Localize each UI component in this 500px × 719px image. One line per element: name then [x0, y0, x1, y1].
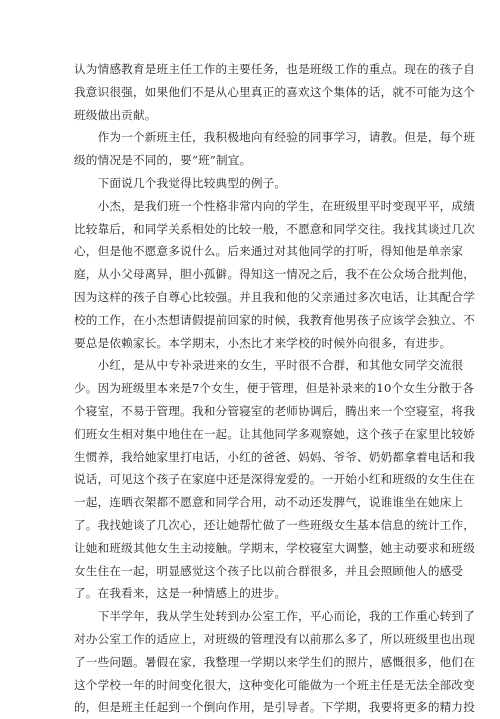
text-line: 小杰，是我们班一个性格非常内向的学生，在班级里平时变现平平，成绩 — [74, 198, 475, 213]
text-line: 对办公室工作的适应上，对班级的管理没有以前那么多了，所以班级里也出现 — [74, 631, 475, 646]
text-line: 认为情感教育是班主任工作的主要任务，也是班级工作的重点。现在的孩子自 — [74, 62, 475, 76]
text-line: 这个学校一年的时间变化很大，这种变化可能做为一个班主任是无法全部改变 — [74, 677, 475, 692]
text-line: 们班女生相对集中地住在一起。让其他同学多观察她，这个孩子在家里比较娇 — [74, 426, 475, 441]
text-line: 要总是依赖家长。本学期末，小杰比才来学校的时候外向很多，有进步。 — [74, 335, 452, 350]
text-line: 下面说几个我觉得比较典型的例子。 — [74, 175, 287, 190]
text-line: 少。因为班级里本来是7个女生，便于管理，但是补录来的10个女生分散于各 — [74, 381, 475, 396]
text-line: 说话，可见这个孩子在家庭中还是深得宠爱的。一开始小红和班级的女生住在 — [74, 472, 475, 487]
text-line: 班级做出贡献。 — [74, 107, 157, 122]
text-line: 作为一个新班主任，我积极地向有经验的同事学习，请教。但是，每个班 — [74, 130, 475, 145]
text-line: 个寝室，不易于管理。我和分管寝室的老师协调后，腾出来一个空寝室，将我 — [74, 403, 475, 418]
text-line: 我意识很强，如果他们不是从心里真正的喜欢这个集体的话，就不可能为这个 — [74, 84, 475, 99]
text-line: 了一些问题。暑假在家，我整理一学期以来学生们的照片，感慨很多，他们在 — [74, 654, 475, 669]
text-line: 了。我找她谈了几次心，还让她帮忙做了一些班级女生基本信息的统计工作， — [74, 517, 475, 532]
text-line: 的，但是班主任起到一个倒向作用，是引导者。下学期，我要将更多的精力投 — [74, 700, 475, 715]
text-line: 女生住在一起，明显感觉这个孩子比以前合群很多，并且会照顾他人的感受 — [74, 563, 464, 578]
text-line: 校的工作，在小杰想请假提前回家的时候，我教育他男孩子应该学会独立、不 — [74, 312, 475, 327]
text-line: 一起，连晒衣架都不愿意和同学合用，动不动还发脾气，说谁谁坐在她床上 — [74, 495, 464, 510]
text-lines — [74, 58, 475, 719]
text-line: 了。在我看来，这是一种情感上的进步。 — [74, 586, 287, 601]
text-line: 心，但是他不愿意多说什么。后来通过对其他同学的打听，得知他是单亲家 — [74, 244, 464, 259]
text-line: 比较靠后，和同学关系相处的比较一般，不愿意和同学交往。我找其谈过几次 — [74, 221, 475, 236]
text-line: 庭，从小父母离异，胆小孤僻。得知这一情况之后，我不在公众场合批判他， — [74, 267, 475, 282]
text-line: 让她和班级其他女生主动接触。学期末，学校寝室大调整，她主动要求和班级 — [74, 540, 475, 555]
text-line: 下半学年，我从学生处转到办公室工作，平心而论，我的工作重心转到了 — [74, 609, 475, 624]
text-line: 级的情况是不同的，要“班”制宜。 — [74, 153, 252, 168]
text-line: 小红，是从中专补录进来的女生，平时很不合群，和其他女同学交流很 — [74, 358, 464, 373]
text-line: 生惯养，我给她家里打电话，小红的爸爸、妈妈、爷爷、奶奶都拿着电话和我 — [74, 449, 475, 464]
text-line: 因为这样的孩子自尊心比较强。并且我和他的父亲通过多次电话，让其配合学 — [74, 289, 475, 304]
document-body — [74, 58, 475, 719]
